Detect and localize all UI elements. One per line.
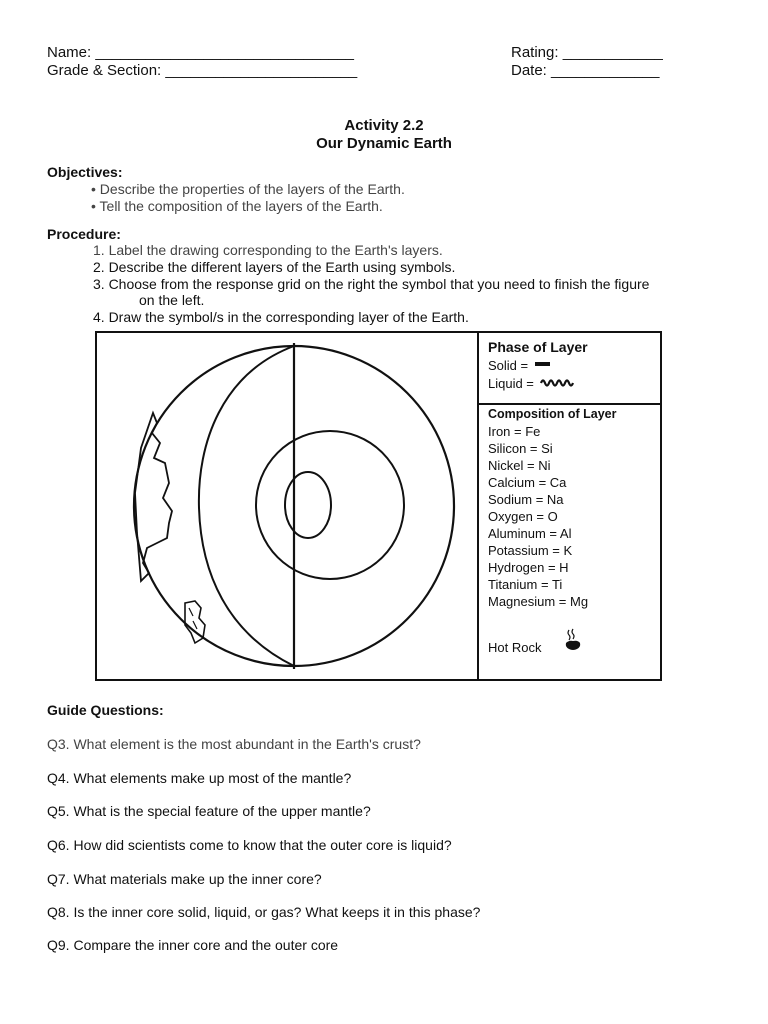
wavy-liquid-icon (540, 377, 576, 387)
inner-core-ellipse (285, 472, 331, 538)
element-legend-item: Potassium = K (488, 543, 573, 558)
procedure-heading: Procedure: (47, 226, 121, 242)
name-field-label: Name: _______________________________ (47, 44, 354, 61)
mantle-boundary-curve (199, 346, 294, 666)
liquid-label: Liquid = (488, 376, 534, 391)
element-legend-item: Oxygen = O (488, 509, 558, 524)
element-legend-item: Iron = Fe (488, 424, 541, 439)
objectives-heading: Objectives: (47, 164, 123, 180)
date-field-label: Date: _____________ (511, 62, 660, 79)
objective-item: • Tell the composition of the layers of the Earth. (91, 198, 383, 214)
legend-divider-horizontal (477, 403, 660, 405)
element-legend-item: Aluminum = Al (488, 526, 572, 541)
phase-of-layer-heading: Phase of Layer (488, 339, 588, 355)
procedure-step-continuation: on the left. (139, 292, 205, 308)
guide-question: Q4. What elements make up most of the mantle? (47, 770, 352, 786)
objective-item: • Describe the properties of the layers of the Earth. (91, 181, 405, 197)
legend-hot-rock (488, 640, 541, 655)
guide-questions-heading: Guide Questions: (47, 702, 164, 718)
guide-question: Q6. How did scientists come to know that the outer core is liquid? (47, 837, 452, 853)
continent-outline (135, 413, 172, 581)
hot-rock-label: Hot Rock (488, 640, 542, 655)
guide-question: Q8. Is the inner core solid, liquid, or gas? What keeps it in this phase? (47, 904, 481, 920)
procedure-step: 1. Label the drawing corresponding to the Earth's layers. (93, 242, 443, 258)
legend-liquid (488, 376, 574, 391)
element-legend-item: Nickel = Ni (488, 458, 551, 473)
element-legend-item: Titanium = Ti (488, 577, 563, 592)
procedure-step: 4. Draw the symbol/s in the corresponding layer of the Earth. (93, 309, 469, 325)
hot-rock-icon (564, 628, 582, 652)
solid-bar-icon (534, 360, 552, 368)
element-legend-item: Sodium = Na (488, 492, 564, 507)
element-legend-item: Silicon = Si (488, 441, 553, 456)
procedure-step: 2. Describe the different layers of the Earth using symbols. (93, 259, 456, 275)
island-detail (189, 608, 197, 629)
legend-divider-vertical (477, 333, 479, 679)
guide-question: Q5. What is the special feature of the upper mantle? (47, 803, 371, 819)
element-legend-item: Hydrogen = H (488, 560, 569, 575)
solid-label: Solid = (488, 358, 529, 373)
rating-field-label: Rating: ____________ (511, 44, 663, 61)
earth-diagram-box (95, 331, 662, 681)
guide-question: Q3. What element is the most abundant in the Earth's crust? (47, 736, 421, 752)
earth-cross-section-drawing (97, 333, 477, 679)
element-legend-item: Magnesium = Mg (488, 594, 589, 609)
procedure-step: 3. Choose from the response grid on the right the symbol that you need to finish the figure (93, 276, 650, 292)
composition-of-layer-heading: Composition of Layer (488, 407, 617, 421)
guide-question: Q9. Compare the inner core and the outer core (47, 937, 339, 953)
activity-title: Our Dynamic Earth (316, 135, 452, 152)
element-legend-item: Calcium = Ca (488, 475, 567, 490)
guide-question: Q7. What materials make up the inner core? (47, 871, 322, 887)
activity-number: Activity 2.2 (344, 117, 424, 134)
grade-section-field-label: Grade & Section: _______________________ (47, 62, 358, 79)
legend-solid (488, 358, 550, 373)
